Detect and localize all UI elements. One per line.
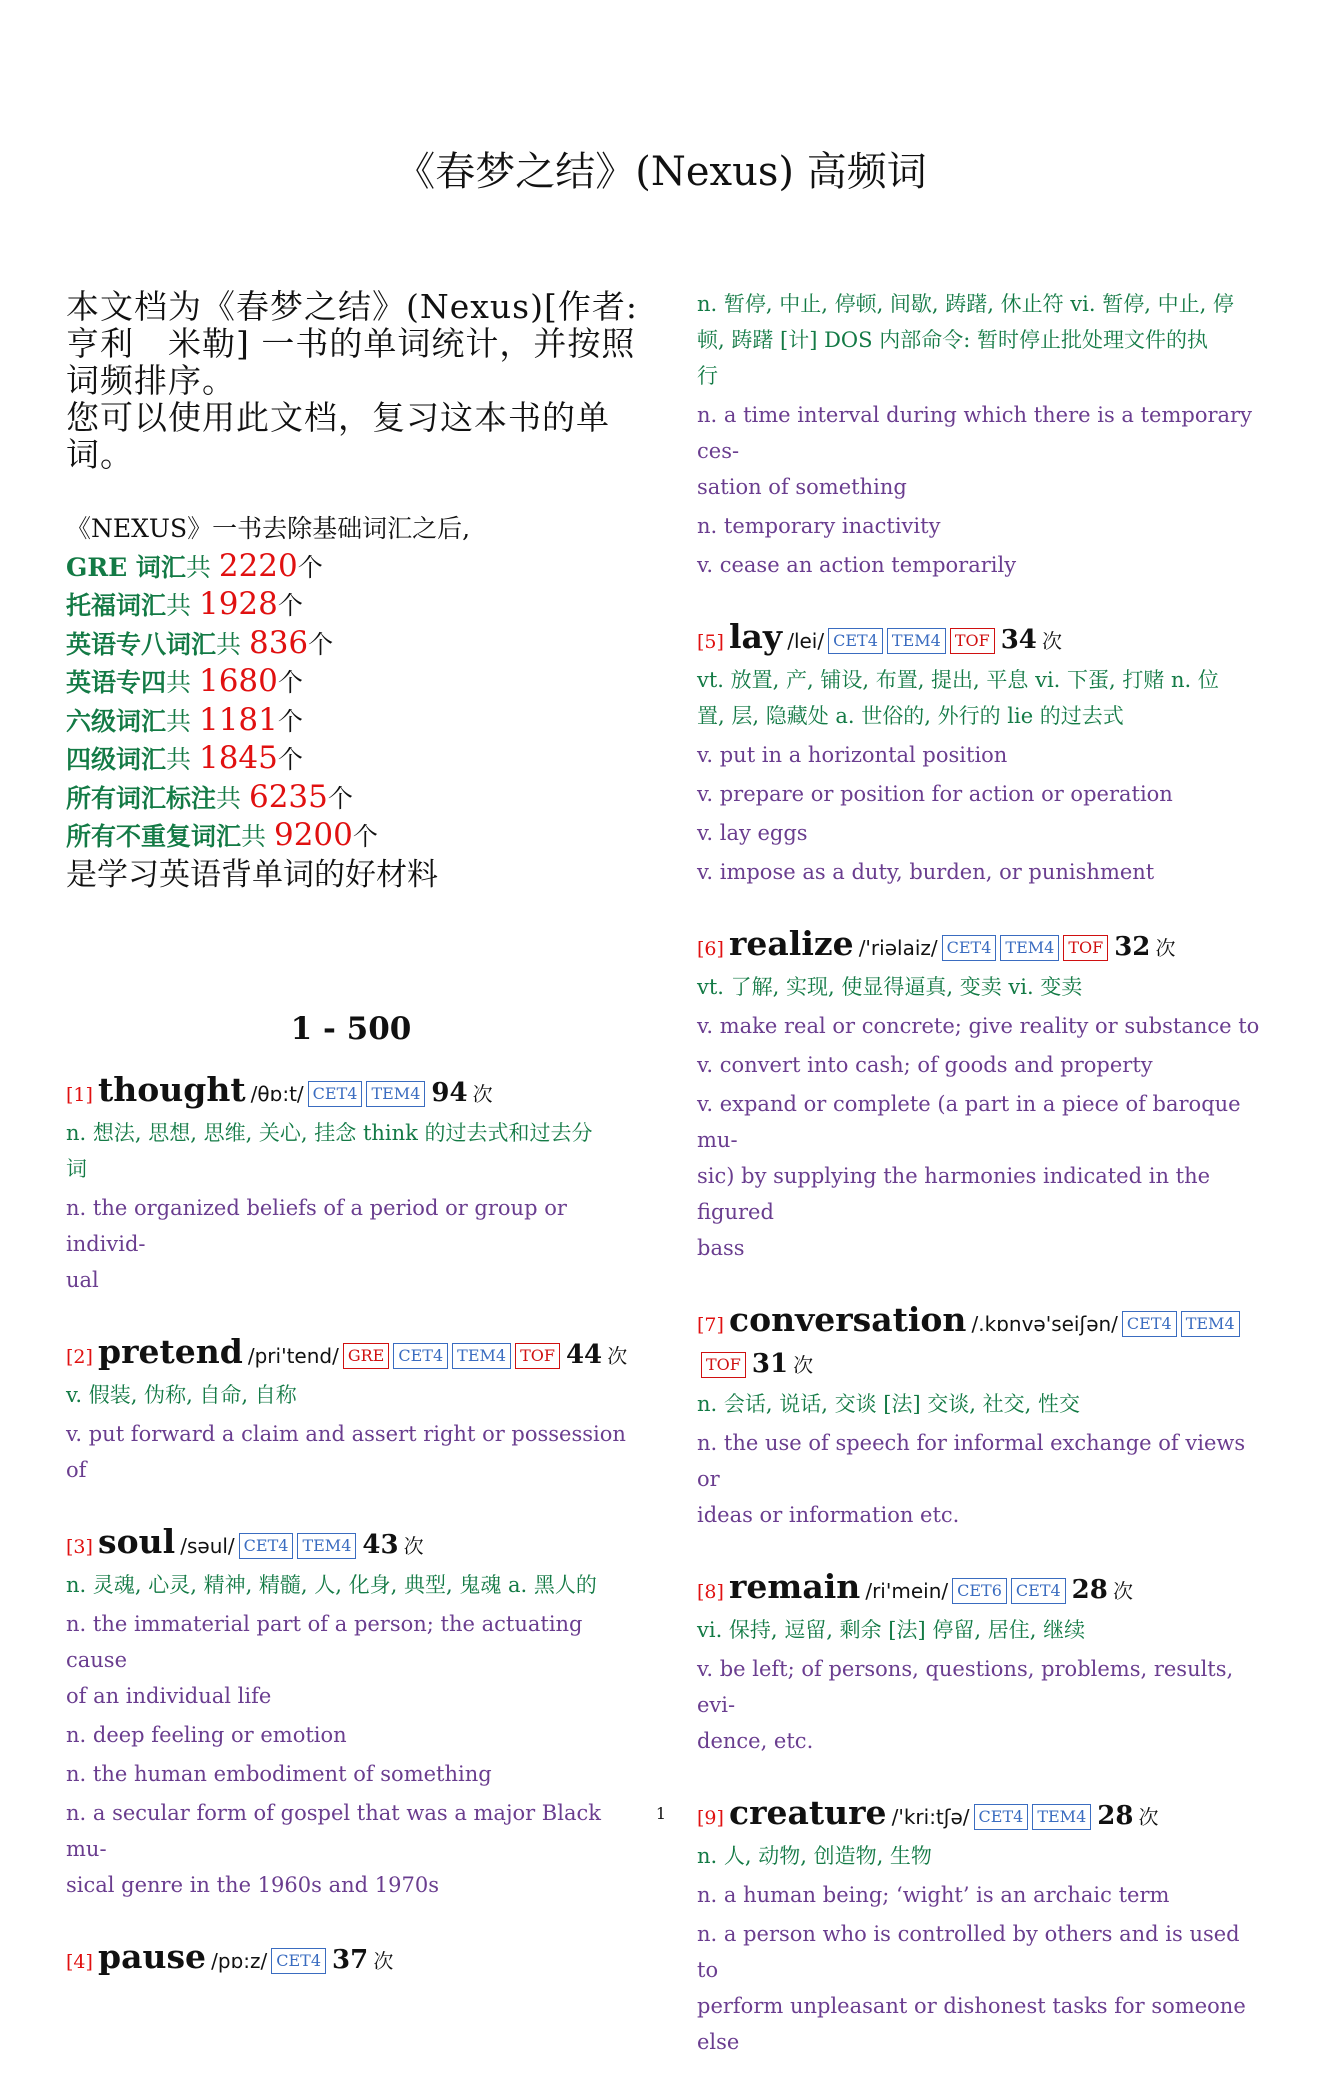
chinese-definition xyxy=(697,1838,1265,1874)
chinese-line: vi. 保持, 逗留, 剩余 [法] 停留, 居住, 继续 xyxy=(697,1618,1086,1642)
stat-label: 英语专四 xyxy=(66,668,167,697)
definition-line: n. a secular form of gospel that was a major Black mu- xyxy=(66,1800,601,1861)
english-definition xyxy=(66,1606,636,1714)
frequency-unit: 次 xyxy=(1138,1805,1159,1829)
stat-label: 四级词汇 xyxy=(66,745,167,774)
entry-head xyxy=(697,618,1265,662)
page-number: 1 xyxy=(655,1804,667,1823)
stats-list xyxy=(66,548,636,856)
stat-unit: 个 xyxy=(297,552,323,582)
phonetic: /θɒ:t/ xyxy=(250,1081,304,1106)
stat-count: 836 xyxy=(248,624,309,661)
entry-head xyxy=(66,1938,636,1982)
stat-label: 所有词汇标注 xyxy=(66,783,217,813)
chinese-definition xyxy=(697,1612,1265,1648)
stat-label: GRE 词汇 xyxy=(66,552,186,582)
headword: realize xyxy=(729,924,854,963)
entry-index: [6] xyxy=(697,938,724,960)
frequency-count: 28 xyxy=(1097,1801,1134,1831)
english-definition xyxy=(697,397,1265,505)
definition-line: dence, etc. xyxy=(697,1729,814,1753)
stat-count: 1680 xyxy=(198,663,278,699)
chinese-line: n. 灵魂, 心灵, 精神, 精髓, 人, 化身, 典型, 鬼魂 a. 黑人的 xyxy=(66,1572,597,1597)
stat-unit: 个 xyxy=(327,783,353,813)
stat-count: 2220 xyxy=(218,547,298,584)
definition-line: n. a human being; ‘wight’ is an archaic term xyxy=(697,1883,1170,1907)
english-definition xyxy=(697,737,1265,773)
exam-tag: TEM4 xyxy=(297,1533,356,1559)
exam-tag: CET4 xyxy=(271,1948,326,1974)
english-definition xyxy=(697,1877,1265,1913)
chinese-definition xyxy=(697,1386,1265,1422)
stat-label: 英语专八词汇 xyxy=(66,629,217,659)
exam-tag: TEM4 xyxy=(1000,935,1059,961)
left-column xyxy=(66,288,636,2017)
entry-head xyxy=(66,1071,636,1115)
definition-line: n. temporary inactivity xyxy=(697,514,941,538)
stat-count: 1181 xyxy=(198,701,278,738)
entry-index: [5] xyxy=(697,631,724,653)
stat-line xyxy=(66,586,636,625)
entry-index: [3] xyxy=(66,1535,93,1558)
definition-line: v. put forward a claim and assert right or possession of xyxy=(66,1421,626,1482)
english-definition xyxy=(697,1086,1265,1266)
stat-line xyxy=(66,779,636,818)
stat-mid: 共 xyxy=(185,552,219,582)
phonetic: /pri'tend/ xyxy=(247,1343,339,1368)
stat-mid: 共 xyxy=(216,783,249,813)
frequency-count: 31 xyxy=(751,1349,789,1379)
chinese-line: n. 想法, 思想, 思维, 关心, 挂念 think 的过去式和过去分 xyxy=(66,1120,593,1145)
english-definition xyxy=(66,1416,636,1488)
stat-line xyxy=(66,817,636,856)
entry-index: [4] xyxy=(66,1950,93,1973)
definition-line: sation of something xyxy=(697,475,907,499)
stat-label: 六级词汇 xyxy=(66,706,167,736)
definition-line: n. a person who is controlled by others and is used to xyxy=(697,1922,1240,1982)
entry-index: [7] xyxy=(697,1314,724,1336)
chinese-line: 词 xyxy=(66,1156,87,1181)
definition-line: v. be left; of persons, questions, problems, results, evi- xyxy=(697,1657,1234,1717)
word-entry xyxy=(697,925,1265,1266)
headword: pause xyxy=(98,1936,207,1976)
intro-line: 词频排序。 xyxy=(66,361,236,400)
headword: creature xyxy=(729,1793,887,1832)
entry-head xyxy=(697,925,1265,969)
definition-line: n. deep feeling or emotion xyxy=(66,1722,347,1747)
definition-line: n. the organized beliefs of a period or group or individ- xyxy=(66,1195,567,1256)
definition-line: v. convert into cash; of goods and property xyxy=(697,1053,1153,1077)
stat-line xyxy=(66,663,636,702)
exam-tag: CET4 xyxy=(942,935,997,961)
frequency-unit: 次 xyxy=(472,1081,493,1106)
entry-index: [9] xyxy=(697,1807,724,1829)
headword: lay xyxy=(729,617,783,656)
definition-line: v. put in a horizontal position xyxy=(697,743,1008,767)
stat-mid: 共 xyxy=(166,706,199,736)
chinese-definition xyxy=(66,1115,636,1187)
intro-line: 本文档为《春梦之结》(Nexus)[作者: xyxy=(66,287,638,326)
entry-head xyxy=(66,1523,636,1567)
english-definition xyxy=(697,547,1265,583)
chinese-definition xyxy=(66,1377,636,1413)
headword: conversation xyxy=(729,1300,967,1339)
definition-line: n. the use of speech for informal exchange of views or xyxy=(697,1431,1246,1491)
stat-count: 1928 xyxy=(198,586,278,622)
definition-line: ual xyxy=(66,1267,99,1292)
chinese-line: 顿, 踌躇 [计] DOS 内部命令: 暂时停止批处理文件的执 xyxy=(697,328,1208,352)
definition-line: n. the immaterial part of a person; the actuating cause xyxy=(66,1611,583,1672)
entry-index: [1] xyxy=(66,1083,93,1106)
stat-mid: 共 xyxy=(166,745,199,774)
exam-tag: GRE xyxy=(343,1343,390,1369)
word-entry xyxy=(697,1794,1265,2060)
frequency-count: 37 xyxy=(332,1944,369,1975)
stat-label: 所有不重复词汇 xyxy=(66,822,242,851)
english-definition xyxy=(697,1651,1265,1759)
definition-line: perform unpleasant or dishonest tasks for someone else xyxy=(697,1994,1246,2054)
phonetic: /'kri:tʃə/ xyxy=(891,1805,970,1829)
exam-tag: TEM4 xyxy=(452,1343,511,1369)
stat-mid: 共 xyxy=(166,591,199,620)
word-entry-continued xyxy=(697,286,1265,583)
english-definition xyxy=(697,854,1265,890)
phonetic: /ri'mein/ xyxy=(865,1579,949,1603)
exam-tag: TEM4 xyxy=(1181,1311,1240,1337)
intro-line: 亨利 米勒] 一书的单词统计，并按照 xyxy=(66,324,636,363)
stats-outro: 是学习英语背单词的好材料 xyxy=(66,856,438,893)
stat-unit: 个 xyxy=(277,745,303,774)
phonetic: /lei/ xyxy=(787,629,825,653)
chinese-line: vt. 了解, 实现, 使显得逼真, 变卖 vi. 变卖 xyxy=(697,975,1083,999)
stat-unit: 个 xyxy=(277,706,303,736)
stat-line xyxy=(66,625,636,664)
exam-tag: CET4 xyxy=(1122,1311,1177,1337)
frequency-unit: 次 xyxy=(403,1533,424,1558)
english-definition xyxy=(66,1190,636,1298)
definition-line: n. a time interval during which there is a temporary ces- xyxy=(697,403,1252,463)
chinese-line: vt. 放置, 产, 铺设, 布置, 提出, 平息 vi. 下蛋, 打赌 n. 位 xyxy=(697,668,1219,692)
frequency-count: 94 xyxy=(431,1077,468,1108)
frequency-unit: 次 xyxy=(607,1343,628,1368)
page-title: 《春梦之结》(Nexus) 高频词 xyxy=(395,149,927,195)
stat-unit: 个 xyxy=(308,629,334,659)
stat-line xyxy=(66,548,636,587)
stat-line xyxy=(66,702,636,741)
stat-mid: 共 xyxy=(241,822,274,851)
chinese-line: n. 暂停, 中止, 停顿, 间歇, 踌躇, 休止符 vi. 暂停, 中止, 停 xyxy=(697,292,1234,316)
phonetic: /səul/ xyxy=(180,1533,235,1558)
word-entry xyxy=(66,1523,636,1903)
right-column xyxy=(697,286,1265,2095)
definition-line: bass xyxy=(697,1236,745,1260)
stat-label: 托福词汇 xyxy=(66,591,167,620)
stats-intro: 《NEXUS》一书去除基础词汇之后, xyxy=(66,514,471,543)
frequency-unit: 次 xyxy=(1112,1579,1133,1603)
frequency-count: 43 xyxy=(362,1529,399,1560)
exam-tag: CET4 xyxy=(239,1533,294,1559)
frequency-count: 34 xyxy=(1000,625,1037,655)
phonetic: /'riəlaiz/ xyxy=(858,936,938,960)
word-entry xyxy=(697,1568,1265,1759)
chinese-definition xyxy=(697,662,1265,734)
stat-unit: 个 xyxy=(277,591,303,620)
intro-line: 您可以使用此文档，复习这本书的单 xyxy=(66,398,610,437)
frequency-unit: 次 xyxy=(373,1948,394,1973)
chinese-line: 置, 层, 隐藏处 a. 世俗的, 外行的 lie 的过去式 xyxy=(697,704,1124,728)
stat-line xyxy=(66,740,636,779)
exam-tag: CET4 xyxy=(974,1804,1029,1830)
chinese-line: n. 人, 动物, 创造物, 生物 xyxy=(697,1844,932,1868)
definition-line: v. cease an action temporarily xyxy=(697,553,1017,577)
frequency-count: 44 xyxy=(565,1339,603,1370)
frequency-count: 32 xyxy=(1114,932,1151,962)
exam-tag: TOF xyxy=(515,1343,560,1369)
right-entries xyxy=(697,286,1265,2060)
exam-tag: TOF xyxy=(701,1352,746,1378)
definition-line: v. expand or complete (a part in a piece of baroque mu- xyxy=(697,1092,1241,1152)
range-heading: 1 - 500 xyxy=(290,1010,412,1047)
stat-count: 6235 xyxy=(248,778,328,815)
definition-line: n. the human embodiment of something xyxy=(66,1761,492,1786)
word-entry xyxy=(66,1071,636,1298)
stat-unit: 个 xyxy=(277,668,303,697)
exam-tag: CET4 xyxy=(308,1081,363,1107)
chinese-line: 行 xyxy=(697,364,718,388)
headword: thought xyxy=(98,1069,246,1109)
headword: pretend xyxy=(98,1331,243,1371)
exam-tag: CET4 xyxy=(393,1343,448,1369)
headword: remain xyxy=(729,1567,861,1606)
word-entry xyxy=(66,1938,636,1982)
word-entry xyxy=(697,1301,1265,1533)
chinese-definition xyxy=(697,969,1265,1005)
english-definition xyxy=(697,1916,1265,2060)
exam-tag: TEM4 xyxy=(1032,1804,1091,1830)
entry-index: [2] xyxy=(66,1345,93,1368)
english-definition xyxy=(697,1008,1265,1044)
english-definition xyxy=(66,1717,636,1753)
intro-paragraph xyxy=(66,288,636,473)
entry-head xyxy=(697,1568,1265,1612)
definition-line: of an individual life xyxy=(66,1683,272,1708)
chinese-definition xyxy=(697,286,1265,394)
vocabulary-stats xyxy=(66,511,636,894)
english-definition xyxy=(697,508,1265,544)
phonetic: /.kɒnvə'seiʃən/ xyxy=(971,1312,1118,1336)
english-definition xyxy=(697,1425,1265,1533)
exam-tag: TOF xyxy=(1063,935,1108,961)
definition-line: v. prepare or position for action or operation xyxy=(697,782,1173,806)
entry-head xyxy=(66,1333,636,1377)
left-entries xyxy=(66,1071,636,1982)
frequency-unit: 次 xyxy=(793,1353,814,1377)
definition-line: v. impose as a duty, burden, or punishment xyxy=(697,860,1155,884)
definition-line: v. lay eggs xyxy=(697,821,808,845)
english-definition xyxy=(697,776,1265,812)
english-definition xyxy=(697,815,1265,851)
definition-line: v. make real or concrete; give reality or substance to xyxy=(697,1014,1260,1038)
exam-tag: TOF xyxy=(950,628,995,654)
definition-line: sic) by supplying the harmonies indicated in the figured xyxy=(697,1164,1211,1224)
chinese-line: n. 会话, 说话, 交谈 [法] 交谈, 社交, 性交 xyxy=(697,1392,1081,1416)
phonetic: /pɒ:z/ xyxy=(211,1948,268,1973)
chinese-definition xyxy=(66,1567,636,1603)
entry-head xyxy=(697,1301,1265,1386)
exam-tag: CET4 xyxy=(1011,1578,1066,1604)
exam-tag: TEM4 xyxy=(366,1081,425,1107)
exam-tag: CET6 xyxy=(952,1578,1007,1604)
stat-count: 9200 xyxy=(273,817,353,853)
word-entry xyxy=(697,618,1265,890)
stat-count: 1845 xyxy=(198,740,278,776)
stat-mid: 共 xyxy=(216,629,249,659)
headword: soul xyxy=(98,1521,176,1561)
english-definition xyxy=(697,1047,1265,1083)
stat-mid: 共 xyxy=(166,668,199,697)
intro-line: 词。 xyxy=(66,435,134,474)
entry-index: [8] xyxy=(697,1581,724,1603)
definition-line: sical genre in the 1960s and 1970s xyxy=(66,1872,439,1897)
word-entry xyxy=(66,1333,636,1488)
exam-tag: TEM4 xyxy=(887,628,946,654)
chinese-line: v. 假装, 伪称, 自命, 自称 xyxy=(66,1382,297,1407)
frequency-count: 28 xyxy=(1071,1575,1108,1605)
frequency-unit: 次 xyxy=(1155,936,1176,960)
exam-tag: CET4 xyxy=(828,628,883,654)
english-definition xyxy=(66,1756,636,1792)
frequency-unit: 次 xyxy=(1041,629,1062,653)
definition-line: ideas or information etc. xyxy=(697,1503,960,1527)
stat-unit: 个 xyxy=(352,822,378,851)
